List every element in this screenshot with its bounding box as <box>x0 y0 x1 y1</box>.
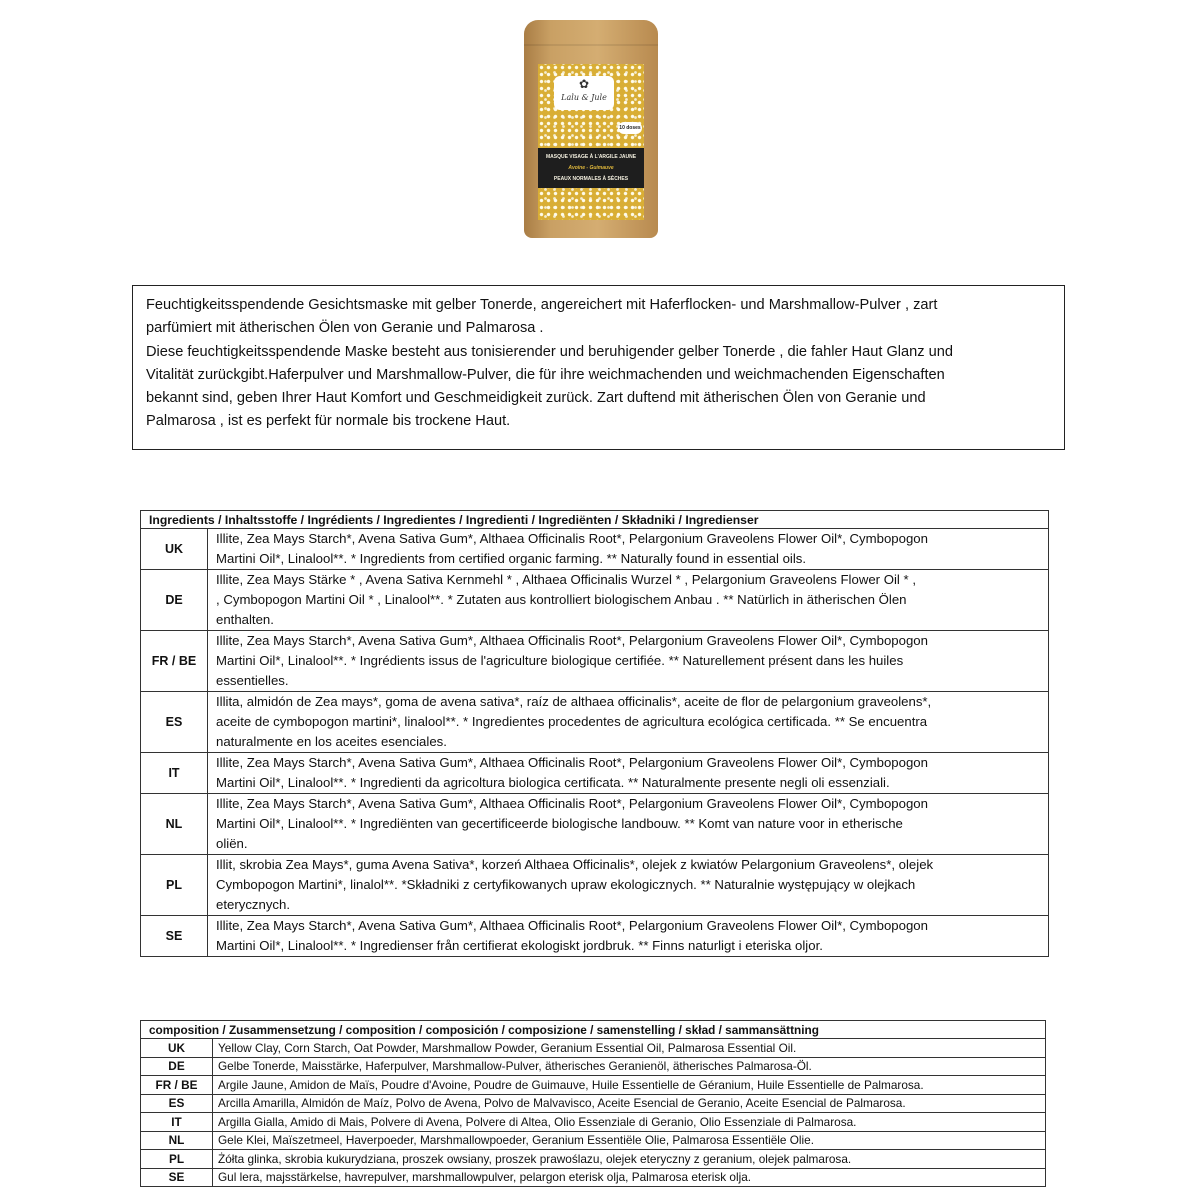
ingredients-row <box>141 692 1049 753</box>
package-band <box>538 148 644 188</box>
ingredients-text <box>208 855 1049 916</box>
description-line: Feuchtigkeitsspendende Gesichtsmaske mit gelber Tonerde, angereichert mit Haferflocken- und Marshmallow-Pulver , zart <box>146 297 938 313</box>
ingredients-text <box>208 529 1049 570</box>
country-code: IT <box>141 753 208 794</box>
ingredients-row <box>141 855 1049 916</box>
ingredients-line: Illite, Zea Mays Starch*, Avena Sativa Gum*, Althaea Officinalis Root*, Pelargonium Graveolens Flower Oil*, Cymbopogon <box>216 755 928 770</box>
composition-row <box>141 1057 1046 1076</box>
flower-icon: ✿ <box>578 77 590 91</box>
dose-badge: 10 doses <box>618 122 642 134</box>
description-line: Vitalität zurückgibt.Haferpulver und Marshmallow-Pulver, die für ihre weichmachenden und weichmachenden Eigenschaften <box>146 366 945 383</box>
ingredients-text <box>208 753 1049 794</box>
country-code: IT <box>141 1113 213 1132</box>
description-line: Diese feuchtigkeitsspendende Maske besteht aus tonisierender und beruhigender gelber Tonerde , die fahler Haut Glanz und <box>146 343 953 360</box>
ingredients-text <box>208 916 1049 957</box>
country-code: NL <box>141 794 208 855</box>
package-subtitle: Avoine - Guimauve <box>568 165 614 171</box>
ingredients-line: Martini Oil*, Linalool**. * Ingredients from certified organic farming. ** Naturally found in essential oils. <box>216 551 807 566</box>
ingredients-line: Illite, Zea Mays Starch*, Avena Sativa Gum*, Althaea Officinalis Root*, Pelargonium Graveolens Flower Oil*, Cymbopogon <box>216 796 928 811</box>
ingredients-text <box>208 631 1049 692</box>
product-description <box>132 285 1065 450</box>
ingredients-line: aceite de cymbopogon martini*, linalool**. * Ingredientes procedentes de agricultura ecológica certificada. ** Se encuentra <box>216 714 928 729</box>
ingredients-line: Illite, Zea Mays Stärke * , Avena Sativa Kernmehl * , Althaea Officinalis Wurzel * , Pelargonium Graveolens Flower Oil * , <box>216 572 916 587</box>
ingredients-row <box>141 631 1049 692</box>
composition-text: Żółta glinka, skrobia kukurydziana, proszek owsiany, proszek prawoślazu, olejek eteryczny z geranium, olejek palmarosa. <box>213 1150 1046 1169</box>
composition-text: Gul lera, majsstärkelse, havrepulver, marshmallowpulver, pelargon eterisk olja, Palmarosa eterisk olja. <box>213 1168 1046 1187</box>
package-title: MASQUE VISAGE À L'ARGILE JAUNE <box>545 154 637 160</box>
brand-logo <box>554 76 614 110</box>
composition-row <box>141 1113 1046 1132</box>
ingredients-line: Cymbopogon Martini*, linalol**. *Składniki z certyfikowanych upraw ekologicznych. ** Naturalnie występujący w olejkach <box>216 877 916 892</box>
country-code: NL <box>141 1131 213 1150</box>
ingredients-text <box>208 794 1049 855</box>
country-code: FR / BE <box>141 1076 213 1095</box>
composition-text: Gele Klei, Maïszetmeel, Haverpoeder, Marshmallowpoeder, Geranium Essentiële Olie, Palmarosa Essentiële Olie. <box>213 1131 1046 1150</box>
country-code: DE <box>141 570 208 631</box>
country-code: PL <box>141 855 208 916</box>
composition-text: Yellow Clay, Corn Starch, Oat Powder, Marshmallow Powder, Geranium Essential Oil, Palmarosa Essential Oil. <box>213 1039 1046 1058</box>
description-line: parfümiert mit ätherischen Ölen von Geranie und Palmarosa . <box>146 320 544 337</box>
ingredients-row <box>141 753 1049 794</box>
ingredients-line: enthalten. <box>216 612 274 627</box>
ingredients-line: essentielles. <box>216 673 289 688</box>
country-code: ES <box>141 1094 213 1113</box>
ingredients-line: eterycznych. <box>216 897 291 912</box>
composition-row <box>141 1094 1046 1113</box>
description-line: bekannt sind, geben Ihrer Haut Komfort und Geschmeidigkeit zurück. Zart duftend mit ätherischen Ölen von Geranie und <box>146 390 926 407</box>
composition-text: Gelbe Tonerde, Maisstärke, Haferpulver, Marshmallow-Pulver, ätherisches Geranienöl, ätherisches Palmarosa-Öl. <box>213 1057 1046 1076</box>
country-code: UK <box>141 529 208 570</box>
composition-table <box>140 1020 1046 1187</box>
package-skin-type: PEAUX NORMALES À SÈCHES <box>553 176 629 182</box>
composition-row <box>141 1076 1046 1095</box>
brand-logo-text: Lalu & Jule <box>561 93 607 102</box>
composition-header: composition / Zusammensetzung / composition / composición / composizione / samenstelling / skład / sammansättning <box>141 1021 1046 1039</box>
country-code: SE <box>141 916 208 957</box>
ingredients-table <box>140 510 1049 957</box>
composition-row <box>141 1150 1046 1169</box>
ingredients-line: Martini Oil*, Linalool**. * Ingredienser från certifierat ekologiskt jordbruk. ** Finns naturligt i eteriska oljor. <box>216 938 823 953</box>
ingredients-line: Illita, almidón de Zea mays*, goma de avena sativa*, raíz de althaea officinalis*, aceite de flor de pelargonium graveolens*, <box>216 694 932 709</box>
product-image <box>524 20 658 238</box>
composition-row <box>141 1168 1046 1187</box>
country-code: SE <box>141 1168 213 1187</box>
composition-text: Argilla Gialla, Amido di Mais, Polvere di Avena, Polvere di Altea, Olio Essenziale di Geranio, Olio Essenziale di Palmarosa. <box>213 1113 1046 1132</box>
ingredients-row <box>141 794 1049 855</box>
floral-label <box>538 64 644 220</box>
ingredients-row <box>141 570 1049 631</box>
pouch-seal <box>524 44 658 46</box>
ingredients-text <box>208 570 1049 631</box>
ingredients-line: Martini Oil*, Linalool**. * Ingrédients issus de l'agriculture biologique certifiée. ** Naturellement présent dans les huiles <box>216 653 904 668</box>
composition-row <box>141 1131 1046 1150</box>
ingredients-line: naturalmente en los aceites esenciales. <box>216 734 447 749</box>
country-code: UK <box>141 1039 213 1058</box>
ingredients-row <box>141 916 1049 957</box>
ingredients-header: Ingredients / Inhaltsstoffe / Ingrédients / Ingredientes / Ingredienti / Ingrediënten / Składniki / Ingredienser <box>141 511 1049 529</box>
ingredients-line: Martini Oil*, Linalool**. * Ingrediënten van gecertificeerde biologische landbouw. ** Komt van nature voor in etherische <box>216 816 903 831</box>
country-code: FR / BE <box>141 631 208 692</box>
ingredients-line: Illite, Zea Mays Starch*, Avena Sativa Gum*, Althaea Officinalis Root*, Pelargonium Graveolens Flower Oil*, Cymbopogon <box>216 918 928 933</box>
ingredients-line: , Cymbopogon Martini Oil * , Linalool**. * Zutaten aus kontrolliert biologischem Anbau . ** Natürlich in ätherischen Ölen <box>216 592 907 607</box>
ingredients-line: Illite, Zea Mays Starch*, Avena Sativa Gum*, Althaea Officinalis Root*, Pelargonium Graveolens Flower Oil*, Cymbopogon <box>216 531 928 546</box>
description-line: Palmarosa , ist es perfekt für normale bis trockene Haut. <box>146 413 511 430</box>
composition-row <box>141 1039 1046 1058</box>
country-code: ES <box>141 692 208 753</box>
country-code: PL <box>141 1150 213 1169</box>
ingredients-line: Martini Oil*, Linalool**. * Ingredienti da agricoltura biologica certificata. ** Naturalmente presente negli oli essenziali. <box>216 775 890 790</box>
composition-text: Arcilla Amarilla, Almidón de Maíz, Polvo de Avena, Polvo de Malvavisco, Aceite Esencial de Geranio, Aceite Esencial de Palmarosa. <box>213 1094 1046 1113</box>
ingredients-line: Illit, skrobia Zea Mays*, guma Avena Sativa*, korzeń Althaea Officinalis*, olejek z kwiatów Pelargonium Graveolens*, olejek <box>216 857 934 872</box>
composition-text: Argile Jaune, Amidon de Maïs, Poudre d'Avoine, Poudre de Guimauve, Huile Essentielle de Géranium, Huile Essentielle de Palmarosa. <box>213 1076 1046 1095</box>
ingredients-line: oliën. <box>216 836 248 851</box>
ingredients-text <box>208 692 1049 753</box>
ingredients-row <box>141 529 1049 570</box>
country-code: DE <box>141 1057 213 1076</box>
ingredients-line: Illite, Zea Mays Starch*, Avena Sativa Gum*, Althaea Officinalis Root*, Pelargonium Graveolens Flower Oil*, Cymbopogon <box>216 633 928 648</box>
